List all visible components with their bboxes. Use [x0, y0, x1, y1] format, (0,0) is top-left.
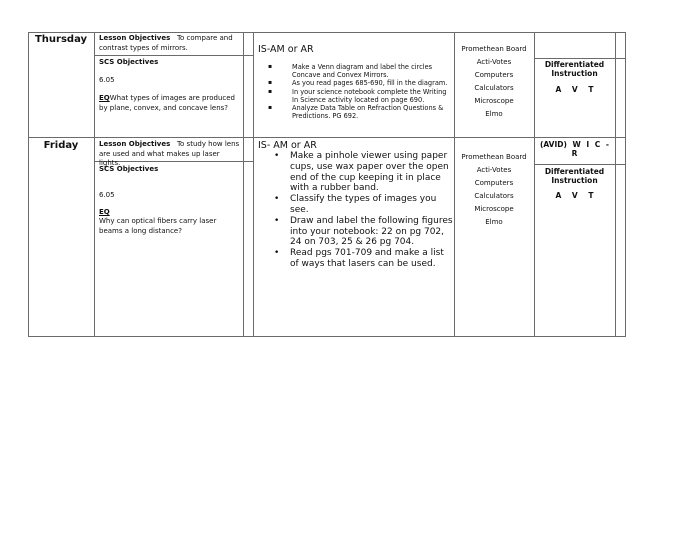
- resource-item: Acti-Votes: [476, 166, 512, 174]
- day-label: Friday: [43, 140, 79, 151]
- column-border: [625, 32, 626, 337]
- lesson-objectives-text: To study how lens are used and what makes up laser lights.: [99, 140, 240, 167]
- resource-item: Promethean Board: [461, 153, 527, 161]
- activity-heading: IS- AM or AR: [258, 140, 317, 151]
- eq-label: EQ: [99, 208, 110, 216]
- activity-list: [253, 151, 453, 270]
- strategy-divider: [534, 164, 626, 165]
- eq-text: Why can optical fibers carry laser beams a long distance?: [99, 217, 217, 235]
- scs-objectives-label: SCS Objectives: [99, 165, 159, 173]
- activity-heading: IS-AM or AR: [258, 44, 314, 55]
- resource-item: Elmo: [485, 218, 503, 226]
- row-divider: [28, 137, 626, 138]
- lesson-objectives-text: To compare and contrast types of mirrors.: [99, 34, 233, 52]
- resource-item: Acti-Votes: [476, 58, 512, 66]
- activity-list: [258, 63, 450, 120]
- resource-item: Microscope: [474, 205, 514, 213]
- resource-item: Computers: [474, 71, 514, 79]
- scs-code: 6.05: [99, 191, 115, 199]
- strategy-label: (AVID) W I C - R: [539, 140, 610, 158]
- essential-question: [99, 94, 241, 113]
- list-item: • Read pgs 701-709 and make a list of ways that lasers can be used.: [253, 248, 453, 270]
- learning-styles: A V T: [555, 191, 594, 200]
- list-item: • Draw and label the following figures into your notebook: 22 on pg 702, 24 on 703, 25 & 26 pg 704.: [253, 216, 453, 248]
- eq-label: EQ: [99, 94, 110, 102]
- lesson-objectives-label: Lesson Objectives: [99, 34, 171, 42]
- list-item: • Classify the types of images you see.: [253, 194, 453, 216]
- table-top-border: [28, 32, 626, 33]
- column-border: [243, 32, 244, 337]
- day-label: Thursday: [34, 34, 88, 45]
- list-item: ▪ Make a Venn diagram and label the circles Concave and Convex Mirrors.: [258, 63, 450, 79]
- column-border: [94, 32, 95, 337]
- column-border: [28, 32, 29, 337]
- strategy-divider: [534, 58, 626, 59]
- resource-item: Elmo: [485, 110, 503, 118]
- column-border: [534, 32, 535, 337]
- differentiated-instruction-label: Differentiated Instruction: [544, 60, 605, 78]
- eq-text: What types of images are produced by plane, convex, and concave lens?: [99, 94, 235, 112]
- objectives-divider: [94, 55, 254, 56]
- resource-item: Computers: [474, 179, 514, 187]
- list-item: ▪ As you read pages 685-690, fill in the diagram.: [258, 79, 450, 87]
- resource-item: Microscope: [474, 97, 514, 105]
- scs-objectives-label: SCS Objectives: [99, 58, 159, 66]
- differentiated-instruction-label: Differentiated Instruction: [544, 167, 605, 185]
- list-item: • Make a pinhole viewer using paper cups, use wax paper over the open end of the cup keeping it in place with a rubber band.: [253, 151, 453, 194]
- resource-item: Calculators: [474, 192, 514, 200]
- learning-styles: A V T: [555, 85, 594, 94]
- list-item: ▪ In your science notebook complete the Writing In Science activity located on page 690.: [258, 88, 450, 104]
- list-item: ▪ Analyze Data Table on Refraction Questions & Predictions. PG 692.: [258, 104, 450, 120]
- resource-item: Promethean Board: [461, 45, 527, 53]
- lesson-objectives-label: Lesson Objectives: [99, 140, 171, 148]
- table-bottom-border: [28, 336, 626, 337]
- resource-item: Calculators: [474, 84, 514, 92]
- column-border: [615, 32, 616, 337]
- scs-code: 6.05: [99, 76, 115, 84]
- lesson-objectives: [99, 34, 241, 53]
